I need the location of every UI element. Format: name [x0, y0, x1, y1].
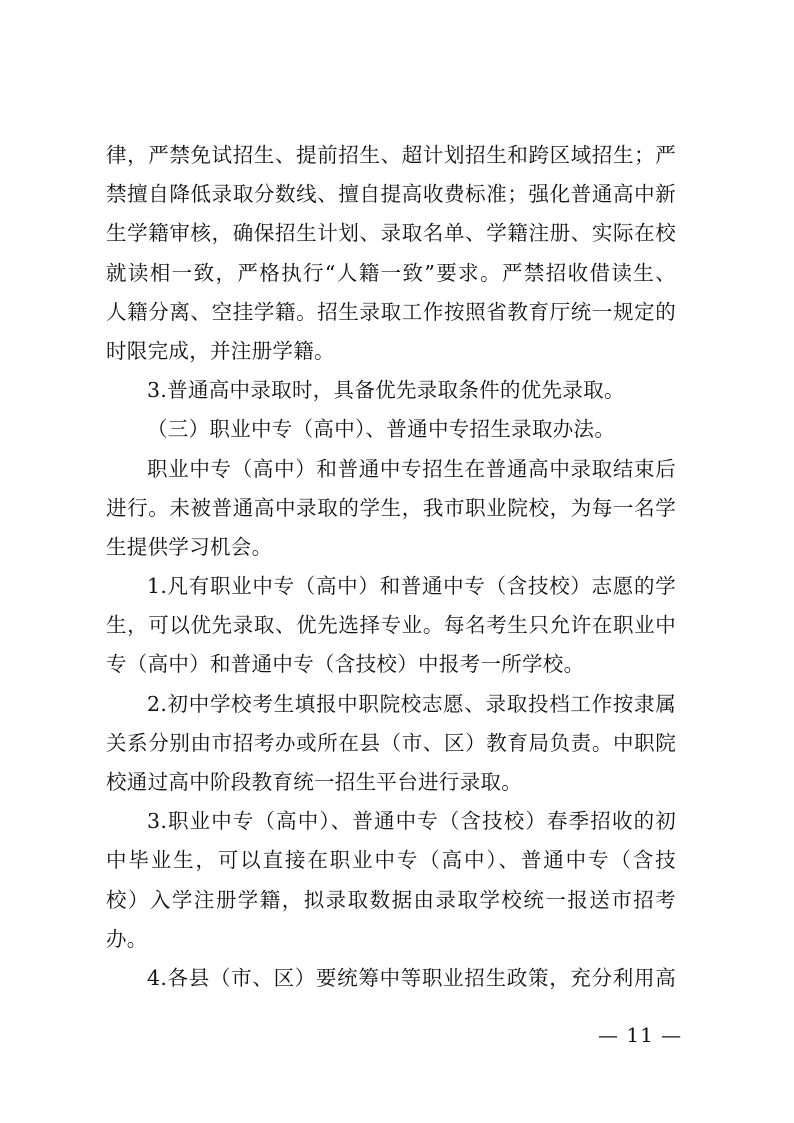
- text-line: 生，可以优先录取、优先选择专业。每名考生只允许在职业中: [106, 613, 676, 638]
- text-line: 人籍分离、空挂学籍。招生录取工作按照省教育厅统一规定的: [106, 299, 676, 324]
- text-line: 进行。未被普通高中录取的学生，我市职业院校，为每一名学: [106, 495, 676, 520]
- section-heading: （三）职业中专（高中）、普通中专招生录取办法。: [147, 417, 616, 442]
- text-line: 禁擅自降低录取分数线、擅自提高收费标准；强化普通高中新: [106, 182, 676, 207]
- text-line: 关系分别由市招考办或所在县（市、区）教育局负责。中职院: [106, 730, 676, 755]
- text-line: 就读相一致，严格执行“人籍一致”要求。严禁招收借读生、: [106, 260, 676, 285]
- text-line: 职业中专（高中）和普通中专招生在普通高中录取结束后: [147, 456, 676, 481]
- text-line: 4.各县（市、区）要统筹中等职业招生政策，充分利用高: [147, 965, 676, 990]
- text-line: 中毕业生，可以直接在职业中专（高中）、普通中专（含技: [106, 848, 676, 873]
- text-line: 办。: [106, 926, 148, 951]
- text-line: 2.初中学校考生填报中职院校志愿、录取投档工作按隶属: [147, 691, 676, 716]
- text-line: 校）入学注册学籍，拟录取数据由录取学校统一报送市招考: [106, 887, 676, 912]
- document-body: [106, 136, 676, 998]
- text-line: 生学籍审核，确保招生计划、录取名单、学籍注册、实际在校: [106, 221, 676, 246]
- page-number: — 11 —: [598, 1023, 683, 1047]
- text-line: 律，严禁免试招生、提前招生、超计划招生和跨区域招生；严: [106, 143, 676, 167]
- text-line: 时限完成，并注册学籍。: [106, 338, 335, 363]
- text-line: 3.职业中专（高中）、普通中专（含技校）春季招收的初: [147, 809, 676, 834]
- text-line: 1.凡有职业中专（高中）和普通中专（含技校）志愿的学: [147, 574, 676, 599]
- text-line: 生提供学习机会。: [106, 534, 273, 559]
- text-line: 专（高中）和普通中专（含技校）中报考一所学校。: [106, 652, 585, 677]
- text-line: 校通过高中阶段教育统一招生平台进行录取。: [106, 770, 522, 794]
- text-line: 3.普通高中录取时，具备优先录取条件的优先录取。: [147, 378, 625, 403]
